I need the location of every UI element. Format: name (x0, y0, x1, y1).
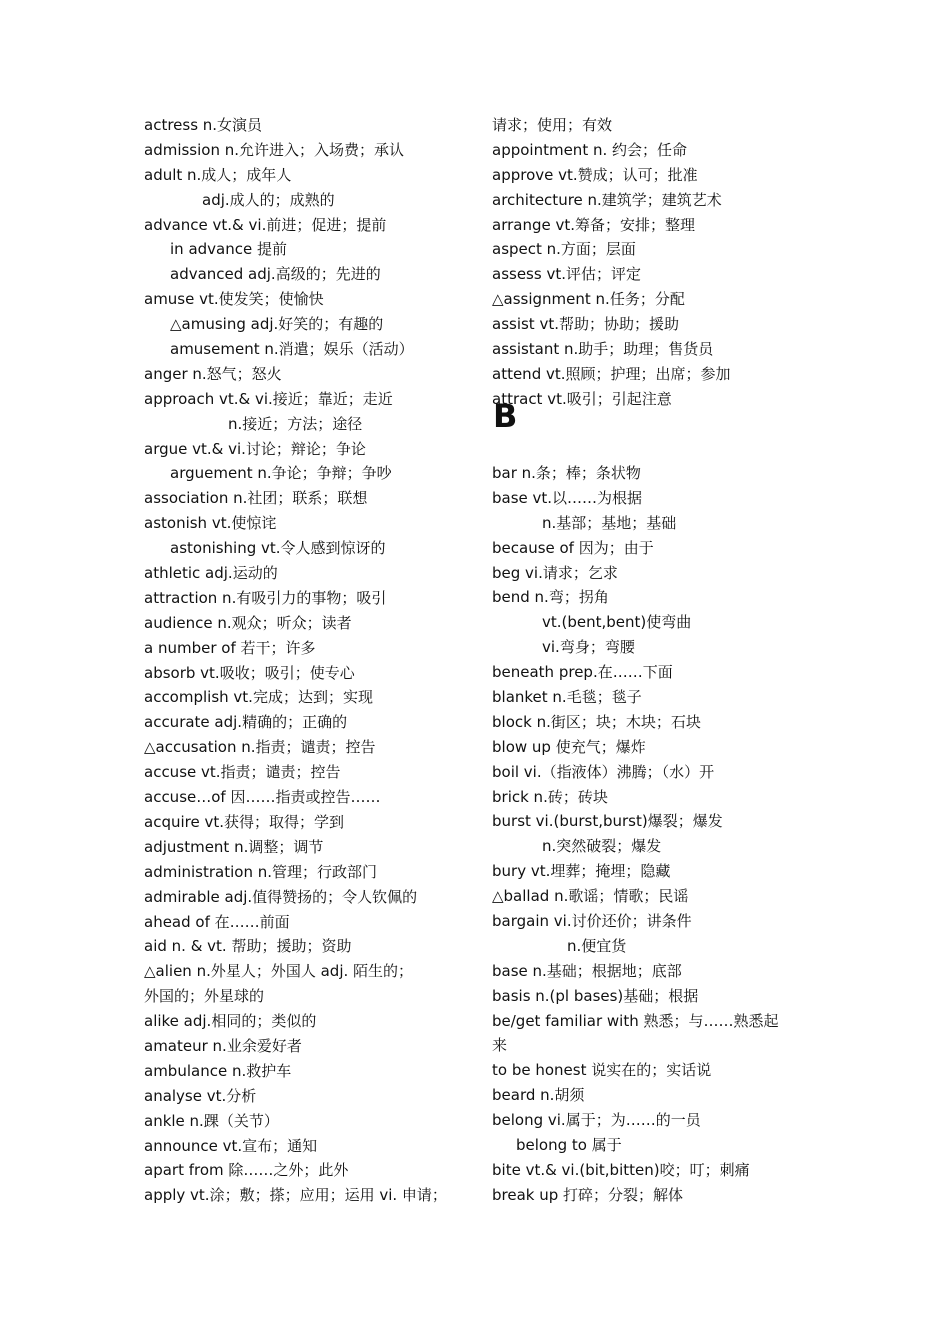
vocab-entry: △alien n.外星人；外国人 adj. 陌生的； (144, 962, 414, 981)
vocab-entry: astonish vt.使惊诧 (144, 514, 277, 533)
vocab-entry: to be honest 说实在的；实话说 (492, 1061, 712, 1080)
vocab-entry: analyse vt.分析 (144, 1086, 257, 1105)
vocab-entry: actress n.女演员 (144, 116, 263, 134)
vocab-entry: audience n.观众；听众；读者 (144, 613, 352, 632)
vocab-entry: base vt.以……为根据 (492, 488, 643, 507)
vocab-entry: arrange vt.筹备；安排；整理 (492, 215, 696, 234)
vocab-entry: apart from 除……之外；此外 (144, 1161, 349, 1180)
vocab-entry: bend n.弯；拐角 (492, 588, 609, 607)
vocab-entry: △amusing adj.好笑的；有趣的 (170, 315, 384, 334)
vocab-column-right-b (492, 461, 822, 1208)
vocab-entry: bargain vi.讨价还价；讲条件 (492, 912, 692, 931)
vocab-entry: a number of 若干；许多 (144, 638, 316, 657)
vocab-entry: because of 因为；由于 (492, 538, 654, 557)
vocab-entry: ambulance n.救护车 (144, 1061, 292, 1080)
vocab-entry: athletic adj.运动的 (144, 564, 278, 583)
vocab-entry: apply vt.涂；敷；搽；应用；运用 vi. 申请； (144, 1186, 447, 1205)
vocab-entry: n.突然破裂；爆发 (542, 837, 662, 856)
vocab-entry: break up 打碎；分裂；解体 (492, 1185, 684, 1204)
vocab-entry: basis n.(pl bases)基础；根据 (492, 986, 699, 1005)
vocab-entry: blow up 使充气；爆炸 (492, 737, 646, 756)
vocab-entry: admirable adj.值得赞扬的；令人钦佩的 (144, 887, 418, 906)
vocab-entry: approach vt.& vi.接近；靠近；走近 (144, 389, 393, 408)
section-letter-b: B (493, 397, 518, 435)
vocab-column-left (144, 113, 474, 1208)
vocab-entry: beg vi.请求；乞求 (492, 563, 618, 582)
vocab-entry: amateur n.业余爱好者 (144, 1036, 302, 1055)
vocab-entry: arguement n.争论；争辩；争吵 (170, 464, 392, 483)
vocab-entry: 来 (492, 1036, 508, 1055)
vocab-entry: advanced adj.高级的；先进的 (170, 265, 381, 284)
vocab-entry: bury vt.埋葬；掩埋；隐藏 (492, 862, 671, 881)
vocab-entry: appointment n. 约会；任命 (492, 140, 688, 159)
vocab-entry: accuse…of 因……指责或控告…… (144, 788, 381, 807)
vocab-entry: astonishing vt.令人感到惊讶的 (170, 539, 386, 558)
vocab-entry: △assignment n.任务；分配 (492, 290, 685, 309)
vocab-entry: aid n. & vt. 帮助；援助；资助 (144, 937, 352, 956)
vocab-entry: burst vi.(burst,burst)爆裂；爆发 (492, 812, 723, 831)
vocab-entry: 外国的；外星球的 (144, 987, 265, 1006)
vocab-entry: in advance 提前 (170, 240, 287, 259)
vocab-entry: absorb vt.吸收；吸引；使专心 (144, 663, 355, 682)
vocab-entry: ahead of 在……前面 (144, 912, 290, 931)
vocab-entry: adult n.成人；成年人 (144, 165, 292, 184)
vocab-entry: ankle n.踝（关节） (144, 1111, 279, 1130)
vocab-entry: attract vt.吸引；引起注意 (492, 389, 672, 408)
vocab-entry: boil vi.（指液体）沸腾；（水）开 (492, 762, 715, 781)
vocab-entry: administration n.管理；行政部门 (144, 862, 377, 881)
vocab-entry: n.基部；基地；基础 (542, 513, 677, 532)
vocab-entry: block n.街区；块；木块；石块 (492, 712, 701, 731)
vocab-entry: attend vt.照顾；护理；出席；参加 (492, 364, 731, 383)
vocab-entry: accurate adj.精确的；正确的 (144, 713, 348, 732)
vocab-entry: bar n.条；棒；条状物 (492, 464, 641, 482)
vocab-entry: assistant n.助手；助理；售货员 (492, 340, 714, 359)
vocab-entry: assist vt.帮助；协助；援助 (492, 315, 679, 334)
vocab-entry: association n.社团；联系；联想 (144, 489, 368, 508)
vocab-entry: alike adj.相同的；类似的 (144, 1012, 317, 1031)
vocab-entry: architecture n.建筑学；建筑艺术 (492, 190, 722, 209)
vocab-entry: assess vt.评估；评定 (492, 265, 641, 284)
vocab-entry: belong vi.属于；为……的一员 (492, 1111, 701, 1130)
vocab-entry: blanket n.毛毯；毯子 (492, 688, 642, 707)
vocab-entry: argue vt.& vi.讨论；辩论；争论 (144, 439, 366, 458)
vocab-entry: vt.(bent,bent)使弯曲 (542, 613, 692, 632)
vocab-entry: △accusation n.指责；谴责；控告 (144, 738, 376, 757)
vocab-entry: attraction n.有吸引力的事物；吸引 (144, 588, 387, 607)
vocab-entry: bite vt.& vi.(bit,bitten)咬；叮；刺痛 (492, 1160, 750, 1179)
vocab-column-right-a (492, 113, 822, 412)
vocab-entry: △ballad n.歌谣；情歌；民谣 (492, 887, 689, 906)
vocab-entry: anger n.怒气；怒火 (144, 364, 282, 383)
vocab-entry: adj.成人的；成熟的 (202, 190, 335, 209)
vocab-entry: adjustment n.调整；调节 (144, 837, 324, 856)
vocab-entry: accuse vt.指责；谴责；控告 (144, 763, 341, 782)
vocab-entry: vi.弯身；弯腰 (542, 638, 635, 657)
vocab-entry: amuse vt.使发笑；使愉快 (144, 290, 324, 309)
vocab-entry: be/get familiar with 熟悉；与……熟悉起 (492, 1011, 779, 1030)
vocab-entry: 请求；使用；有效 (492, 116, 613, 134)
vocab-entry: n.便宜货 (567, 936, 627, 955)
vocab-entry: announce vt.宣布；通知 (144, 1136, 318, 1155)
vocab-entry: admission n.允许进入；入场费；承认 (144, 140, 405, 159)
vocab-entry: belong to 属于 (516, 1136, 622, 1155)
vocab-entry: advance vt.& vi.前进；促进；提前 (144, 215, 387, 234)
vocab-entry: aspect n.方面；层面 (492, 240, 636, 259)
vocab-entry: amusement n.消遣；娱乐（活动） (170, 340, 414, 359)
vocab-entry: approve vt.赞成；认可；批准 (492, 165, 698, 184)
vocab-entry: brick n.砖；砖块 (492, 787, 608, 806)
vocab-entry: accomplish vt.完成；达到；实现 (144, 688, 373, 707)
vocab-entry: base n.基础；根据地；底部 (492, 961, 682, 980)
vocab-entry: beneath prep.在……下面 (492, 663, 673, 682)
vocab-entry: acquire vt.获得；取得；学到 (144, 812, 344, 831)
vocab-entry: beard n.胡须 (492, 1086, 585, 1105)
vocab-entry: n.接近；方法；途径 (228, 414, 363, 433)
